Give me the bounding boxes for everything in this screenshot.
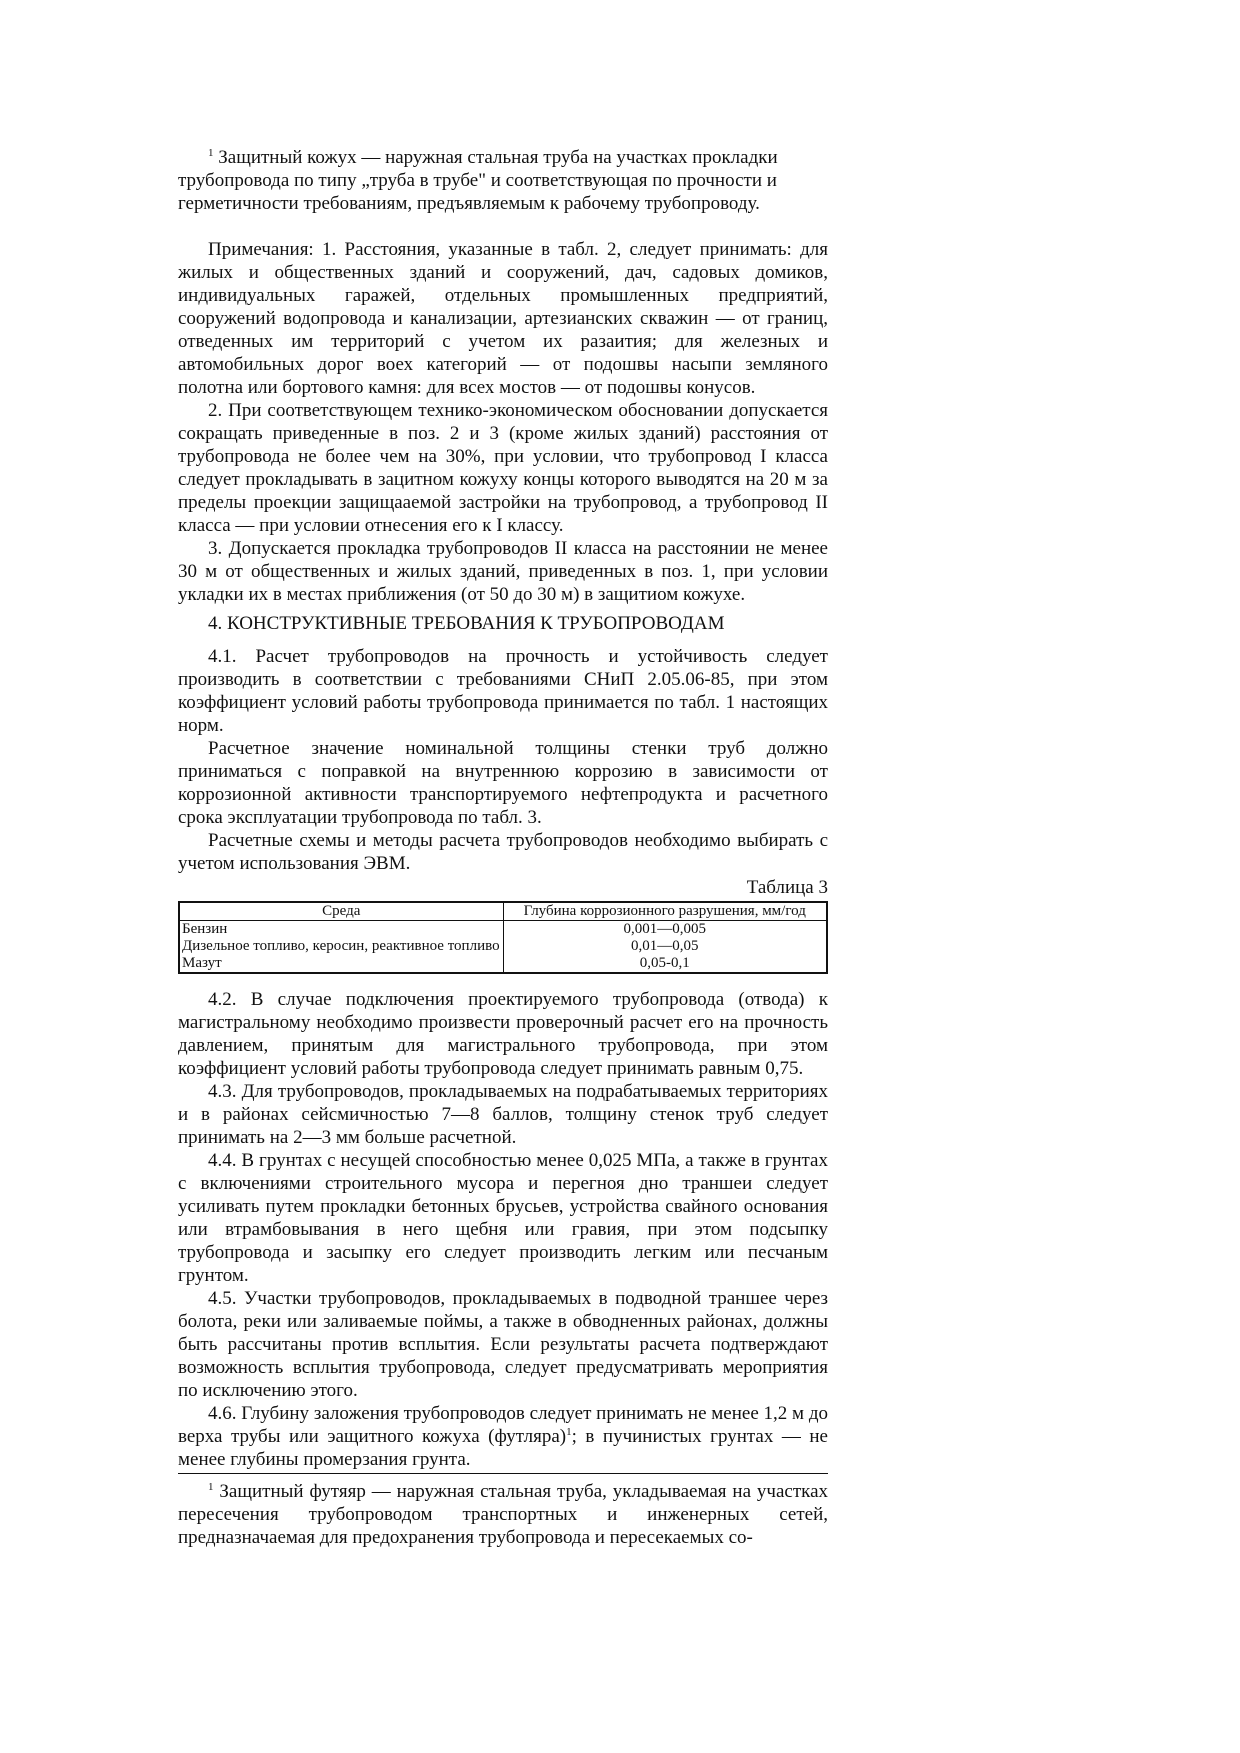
table-row <box>179 938 827 955</box>
table-cell: Бензин <box>179 921 503 939</box>
table-header-medium: Среда <box>179 902 503 921</box>
paragraph-computation: Расчетные схемы и методы расчета трубопроводов необходимо выбирать с учетом использования ЭВМ. <box>178 830 828 874</box>
table-header-row <box>179 902 827 921</box>
paragraph-4-3: 4.3. Для трубопроводов, прокладываемых на подрабатываемых территориях и в районах сейсмичностью 7—8 баллов, толщину стенок труб следует принимать на 2—3 мм больше расчетной. <box>178 1081 828 1148</box>
table-cell: 0,01—0,05 <box>503 938 827 955</box>
footnote-top <box>178 146 828 215</box>
paragraph-4-6 <box>178 1402 828 1471</box>
note-1: Примечания: 1. Расстояния, указанные в табл. 2, следует принимать: для жилых и общественных зданий и сооружений, дач, садовых домиков, индивидуальных гаражей, отдельных промышленных предприятий, сооружений водопровода и канализации, артезианских скважин — от границ, отведенных им территорий с учетом их разаития; для железных и автомобильных дорог воех категорий — от подошвы насыпи земляного полотна или бортового камня: для всех мостов — от подошвы конусов. <box>178 239 828 398</box>
table-cell: Мазут <box>179 955 503 973</box>
footnote-bottom-text: Защитный футяяр — наружная стальная труба, укладываемая на участках пересечения трубопроводом транспортных и инженерных сетей, предназначаемая для предохранения трубопровода и пересекаемых со- <box>178 1481 829 1548</box>
footnote-mark: 1 <box>208 147 214 159</box>
table-cell: 0,05-0,1 <box>503 955 827 973</box>
table-row <box>179 955 827 973</box>
paragraph-4-2: 4.2. В случае подключения проектируемого трубопровода (отвода) к магистральному необходимо произвести проверочный расчет его на прочность давлением, принятым для магистрального трубопровода, при этом коэффициент условий работы трубопровода следует принимать равным 0,75. <box>178 989 828 1079</box>
table-cell: 0,001—0,005 <box>503 921 827 939</box>
paragraph-4-6-text-end: ; в пучинистых грунтах — не менее глубины промерзания грунта. <box>178 1426 828 1470</box>
section-title: 4. КОНСТРУКТИВНЫЕ ТРЕБОВАНИЯ К ТРУБОПРОВОДАМ <box>208 613 725 634</box>
paragraph-4-4: 4.4. В грунтах с несущей способностью менее 0,025 МПа, а также в грунтах с включениями строительного мусора и перегноя дно траншеи следует усиливать путем прокладки бетонных брусьев, устройства свайного основания или втрамбовывания в него щебня или гравия, при этом подсыпку трубопровода и засыпку его следует производить легким или песчаным грунтом. <box>178 1150 828 1286</box>
footnote-bottom <box>178 1480 828 1549</box>
footnote-mark: 1 <box>208 1481 214 1493</box>
table-row <box>179 921 827 939</box>
corrosion-table <box>178 901 828 974</box>
table-caption: Таблица 3 <box>746 877 828 898</box>
paragraph-4-6-text: 4.6. Глубину заложения трубопроводов следует принимать не менее 1,2 м до верха трубы или эащитного кожуха (футляра) <box>178 1403 828 1447</box>
note-2: 2. При соответствующем технико-экономическом обосновании допускается сокращать приведенные в поз. 2 и 3 (кроме жилых зданий) расстояния от трубопровода не более чем на 30%, при условии, что трубопровод I класса следует прокладывать в зацитном кожуху концы которого выводятся на 20 м за пределы проекции защищааемой застройки на трубопровод, а трубопровод II класса — при условии отнесения его к I классу. <box>178 400 828 536</box>
footnote-reference: 1 <box>566 1426 572 1438</box>
footnote-top-text: Защитный кожух — наружная стальная труба на участках прокладки трубопровода по типу „труба в трубе" и соответствующая по прочности и герметичности требованиям, предъявляемым к рабочему трубопроводу. <box>178 147 778 214</box>
paragraph-4-5: 4.5. Участки трубопроводов, прокладываемых в подводной траншее через болота, реки или заливаемые поймы, а также в обводненных районах, должны быть рассчитаны против всплытия. Если результаты расчета подтверждают возможность всплытия трубопровода, следует предусматривать мероприятия по исключению этого. <box>178 1288 828 1401</box>
footnote-divider <box>178 1473 828 1474</box>
document-page <box>178 146 828 1549</box>
table-cell: Дизельное топливо, керосин, реактивное топливо <box>179 938 503 955</box>
paragraph-4-1: 4.1. Расчет трубопроводов на прочность и устойчивость следует производить в соответствии с требованиями СНиП 2.05.06-85, при этом коэффициент условий работы трубопровода принимается по табл. 1 настоящих норм. <box>178 646 828 736</box>
paragraph-corrosion: Расчетное значение номинальной толщины стенки труб должно приниматься с поправкой на внутреннюю коррозию в зависимости от коррозионной активности транспортируемого нефтепродукта и расчетного срока эксплуатации трубопровода по табл. 3. <box>178 738 828 828</box>
note-3: 3. Допускается прокладка трубопроводов II класса на расстоянии не менее 30 м от общественных и жилых зданий, приведенных в поз. 1, при условии укладки их в местах приближения (от 50 до 30 м) в защитиом кожухе. <box>178 538 828 605</box>
table-header-depth: Глубина коррозионного разрушения, мм/год <box>503 902 827 921</box>
